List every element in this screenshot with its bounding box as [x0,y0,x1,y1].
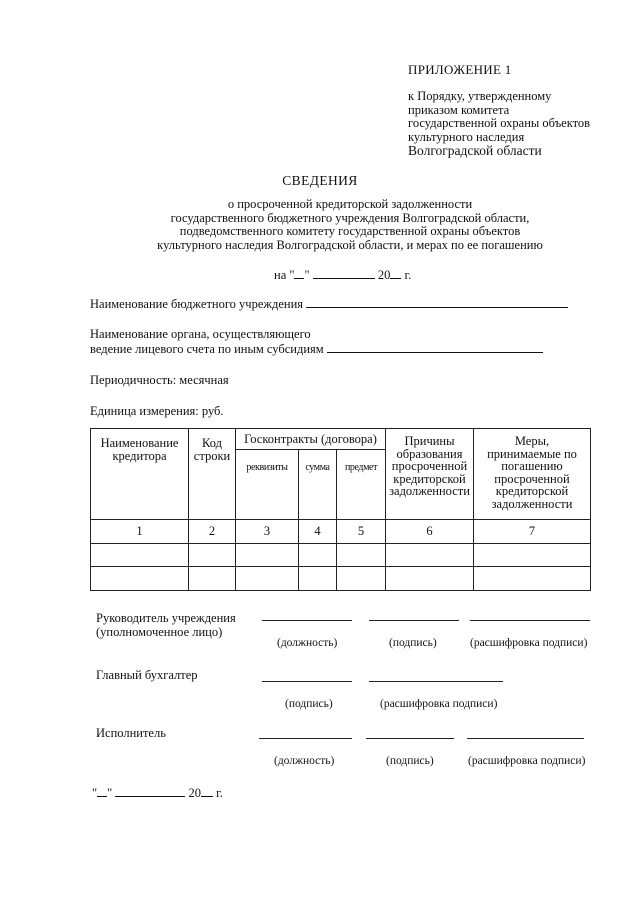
month-blank[interactable] [115,795,185,797]
caption-transcript: (расшифровка подписи) [470,637,588,649]
subtitle-line: о просроченной кредиторской задолженности [227,197,473,211]
head-label [96,611,236,639]
organ-label-line-2: ведение лицевого счета по иным субсидиям [90,342,324,356]
header-code [189,429,236,520]
header-text: погашению [501,459,563,473]
caption-position: (должность) [277,637,338,649]
date-year: 20 [188,786,201,800]
unit-of-measure: Единица измерения: руб. [90,404,224,418]
signing-date [92,786,223,801]
table-cell[interactable] [474,567,591,591]
executor-label: Исполнитель [96,726,166,740]
column-number: 5 [337,520,386,544]
accountant-transcript-line[interactable] [369,681,503,682]
table-cell[interactable] [189,544,236,567]
organ-field [90,342,543,357]
table-cell[interactable] [91,567,189,591]
table-cell[interactable] [386,567,474,591]
table-row [91,544,591,567]
date-suffix: г. [404,268,412,282]
column-number-row [91,520,591,544]
header-text: образования [396,446,463,461]
table-cell[interactable] [337,544,386,567]
table-cell[interactable] [474,544,591,567]
date-quote: " [107,786,113,800]
header-reasons [386,429,474,520]
head-transcript-line[interactable] [470,620,590,621]
table-cell[interactable] [299,544,337,567]
document-title: СВЕДЕНИЯ [282,173,358,188]
table-cell[interactable] [236,544,299,567]
date-suffix: г. [216,786,223,800]
report-date [274,268,411,283]
organ-label-line-1: Наименование органа, осуществляющего [90,327,311,341]
debt-table [90,428,591,591]
subtitle-line: культурного наследия Волгоградской области, и мерах по ее погашению [157,237,543,252]
executor-transcript-line[interactable] [467,738,584,739]
head-label-line: (уполномоченное лицо) [96,625,223,639]
day-blank[interactable] [294,277,304,279]
table-row [91,567,591,591]
executor-position-line[interactable] [259,738,352,739]
caption-signature: (подпись) [386,755,434,767]
column-number: 1 [91,520,189,544]
header-subject: предмет [337,450,386,520]
header-creditor [91,429,189,520]
institution-field [90,297,568,312]
caption-transcript: (расшифровка подписи) [468,755,586,767]
accountant-signature-line[interactable] [262,681,352,682]
header-text: Меры, [514,434,550,448]
header-text: принимаемые по [487,446,577,461]
year-blank[interactable] [201,795,213,797]
head-label-line: Руководитель учреждения [96,611,236,625]
date-prefix: на " [274,268,295,282]
header-text: кредиторской [393,471,466,486]
institution-blank[interactable] [306,306,568,308]
header-text: задолженности [491,496,573,511]
executor-signature-line[interactable] [366,738,454,739]
institution-label: Наименование бюджетного учреждения [90,297,304,311]
accountant-label: Главный бухгалтер [96,668,198,682]
header-text: задолженности [389,484,470,498]
subtitle-line: подведомственного комитету государственной охраны объектов [179,224,521,238]
document-subtitle [0,198,640,252]
table-cell[interactable] [236,567,299,591]
table-cell[interactable] [189,567,236,591]
appendix-line: государственной охраны объектов [408,116,591,130]
header-measures [474,429,591,520]
appendix-line: культурного наследия [408,129,525,144]
header-text: кредиторской [495,484,569,498]
caption-signature: (подпись) [389,637,437,649]
column-number: 4 [299,520,337,544]
column-number: 7 [474,520,591,544]
caption-position: (должность) [274,755,335,767]
column-number: 2 [189,520,236,544]
subtitle-line: государственного бюджетного учреждения Волгоградской области, [170,210,530,225]
caption-signature: (подпись) [285,698,333,710]
column-number: 6 [386,520,474,544]
date-year: 20 [377,268,391,282]
header-text: Код [202,436,222,450]
table-cell[interactable] [91,544,189,567]
table-cell[interactable] [386,544,474,567]
appendix-title: ПРИЛОЖЕНИЕ 1 [408,62,512,77]
table-cell[interactable] [337,567,386,591]
date-quote: " [92,786,98,800]
header-text: просроченной [391,459,468,473]
day-blank[interactable] [97,795,107,797]
head-signature-line[interactable] [369,620,459,621]
organ-blank[interactable] [327,351,543,353]
appendix-line: Волгоградской области [408,143,542,158]
header-text: Наименование [100,436,179,450]
appendix-line: приказом комитета [408,102,510,117]
appendix-reference [408,90,590,158]
appendix-line: к Порядку, утвержденному [408,89,552,103]
caption-transcript: (расшифровка подписи) [380,698,498,710]
header-text: кредитора [112,448,167,463]
header-text: строки [193,448,231,463]
header-contracts: Госконтракты (договора) [236,429,386,450]
table-cell[interactable] [299,567,337,591]
header-sum: сумма [299,450,337,520]
header-text: Причины [404,434,455,448]
periodicity: Периодичность: месячная [90,373,229,387]
year-blank[interactable] [390,277,401,279]
column-number: 3 [236,520,299,544]
month-blank[interactable] [313,277,375,279]
date-quote: " [304,268,310,282]
header-text: просроченной [494,471,570,486]
head-position-line[interactable] [262,620,352,621]
header-details: реквизиты [236,450,299,520]
